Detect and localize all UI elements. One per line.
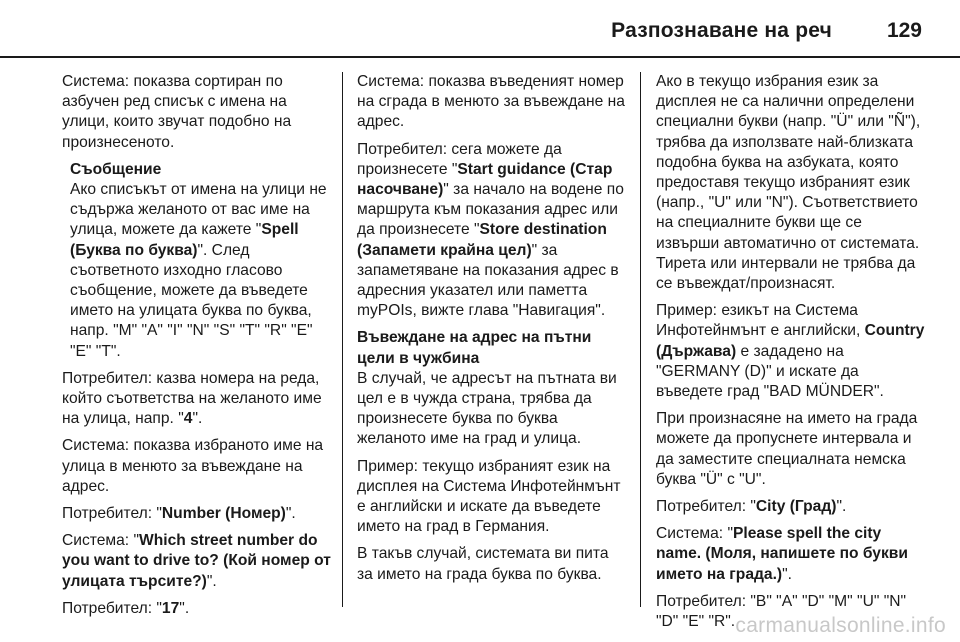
paragraph: Система: показва сортиран по азбучен ред списък с имена на улици, които звучат подобно на произнесеното. <box>62 73 292 151</box>
note-text: Ако списъкът от имена на улици не съдържа желаното от вас име на улица, можете да кажете "Spell (Буква по буква)". След съответното изходно гласово съобщение, можете да въведете името на улицата буква по буква, напр. "M" "A" "I" "N" "S" "T" "R" "E" "E" "T". <box>70 181 327 360</box>
watermark: carmanualsonline.info <box>735 614 946 637</box>
page-header <box>0 0 960 56</box>
page-number: 129 <box>886 19 922 42</box>
note-heading: Съобщение <box>70 160 162 178</box>
column-divider <box>640 72 641 607</box>
page-title: Разпознаване на реч <box>611 19 832 42</box>
column-middle <box>357 72 627 592</box>
column-left <box>62 72 332 626</box>
paragraph: Система: "Which street number do you want to drive to? (Кой номер от улицата търсите?)". <box>62 532 331 590</box>
paragraph: Ако в текущо избрания език за дисплея не са налични определени специални букви (напр. "Ü" или "Ñ"), трябва да използвате най-близката подобна буква на азбуката, която предоставя текущо избраният език (напр., "U" или "N"). Съответствието на специалните букви ще се извърши автоматично от системата. Тирета или интервали не трябва да се въвеждат/произнасят. <box>656 73 921 293</box>
note-block <box>62 160 332 362</box>
column-right <box>656 72 928 639</box>
paragraph: Потребител: "Number (Номер)". <box>62 505 296 523</box>
paragraph: Система: показва въведеният номер на сграда в менюто за въвеждане на адрес. <box>357 73 625 131</box>
paragraph: Пример: текущо избраният език на дисплея на Система Инфотейнмънт е английски и искате да въведете името на град в Германия. <box>357 457 621 536</box>
paragraph: При произнасяне на името на града можете да пропуснете интервала и да заместите специалната немска буква "Ü" с "U". <box>656 410 918 488</box>
paragraph: Система: показва избраното име на улица в менюто за въвеждане на адрес. <box>62 437 324 495</box>
header-divider <box>0 56 960 58</box>
paragraph: Потребител: "17". <box>62 599 190 617</box>
paragraph: Потребител: сега можете да произнесете "Start guidance (Стар насочване)" за начало на водене по маршрута към показания адрес или да произнесете "Store destination (Запамети крайна цел)" за запаметяване на показания адрес в адресния указател или паметта myPOIs, вижте глава "Навигация". <box>357 140 624 320</box>
paragraph: Потребител: казва номера на реда, който съответства на желаното име на улица, напр. "4". <box>62 369 322 428</box>
paragraph: Потребител: "B" "A" "D" "M" "U" "N" "D" "E" "R". <box>656 592 907 631</box>
paragraph: В такъв случай, системата ви пита за името на града буква по буква. <box>357 545 609 583</box>
section-heading: Въвеждане на адрес на пътни цели в чужбина <box>357 329 592 367</box>
paragraph: Система: "Please spell the city name. (Моля, напишете по букви името на града.)". <box>656 525 908 583</box>
paragraph: Пример: езикът на Система Инфотейнмънт е английски, Country (Държава) е зададено на "GERMANY (D)" и искате да въведете град "BAD MÜNDER". <box>656 302 925 401</box>
paragraph: Потребител: "City (Град)". <box>656 498 847 516</box>
paragraph: В случай, че адресът на пътната ви цел е в чужда страна, трябва да произнесете буква по буква желаното име на град и улица. <box>357 369 617 448</box>
column-divider <box>342 72 343 607</box>
